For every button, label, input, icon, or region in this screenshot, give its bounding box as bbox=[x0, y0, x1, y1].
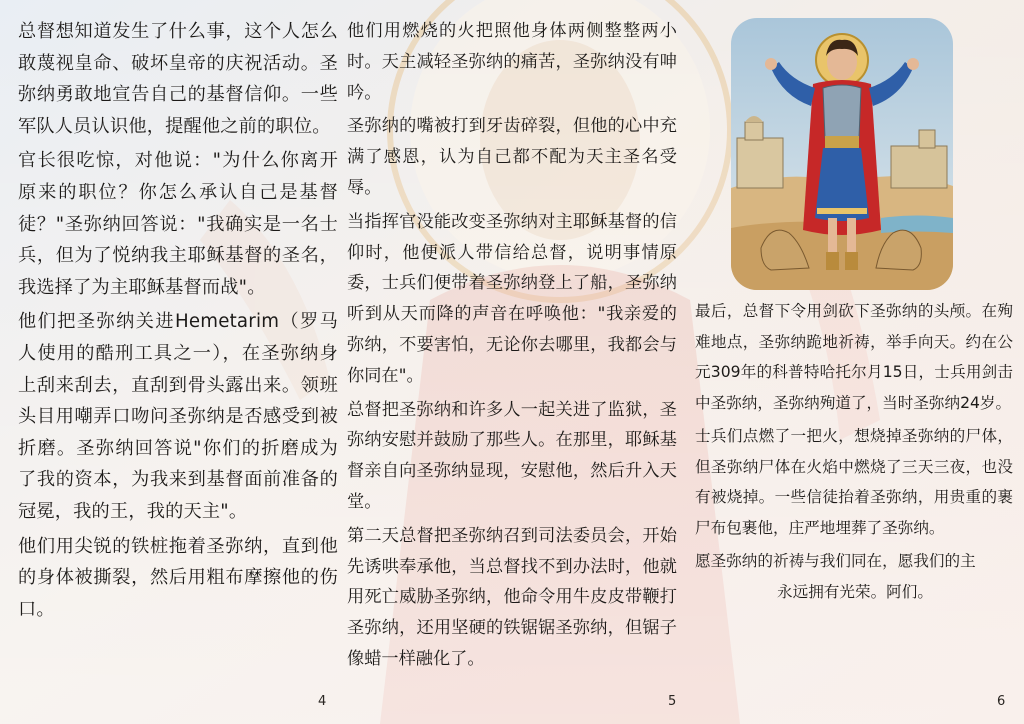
paragraph: 总督把圣弥纳和许多人一起关进了监狱，圣弥纳安慰并鼓励了那些人。在那里，耶稣基督亲自向圣弥纳显现，安慰他，然后升入天堂。 bbox=[347, 399, 677, 512]
saint-mina-icon-image bbox=[731, 18, 953, 290]
paragraph: 他们把圣弥纳关进Hemetarim（罗马人使用的酷刑工具之一），在圣弥纳身上刮来刮去，直刮到骨头露出来。领班头目用嘲弄口吻问圣弥纳是否感受到被折磨。圣弥纳回答说"你们的折磨成为了我的资本，为我来到基督面前准备的冠冕，我的王，我的天主"。 bbox=[18, 311, 338, 522]
paragraph: 圣弥纳的嘴被打到牙齿碎裂，但他的心中充满了感恩，认为自己都不配为天主圣名受辱。 bbox=[347, 116, 677, 198]
paragraph: 当指挥官没能改变圣弥纳对主耶稣基督的信仰时，他便派人带信给总督，说明事情原委，士兵们便带着圣弥纳登上了船，圣弥纳听到从天而降的声音在呼唤他："我亲爱的弥纳，不要害怕，无论你去哪里，我都会与你同在"。 bbox=[347, 211, 677, 386]
closing-line-1: 愿圣弥纳的祈祷与我们同在，愿我们的主 bbox=[695, 552, 976, 570]
closing-line-2: 永远拥有光荣。阿们。 bbox=[777, 582, 933, 601]
page-5-text bbox=[347, 16, 677, 678]
paragraph: 士兵们点燃了一把火，想烧掉圣弥纳的尸体，但圣弥纳尸体在火焰中燃烧了三天三夜，也没有被烧掉。一些信徒抬着圣弥纳，用贵重的裹尸布包裹他，庄严地埋葬了圣弥纳。 bbox=[695, 427, 1013, 537]
paragraph: 最后，总督下令用剑砍下圣弥纳的头颅。在殉难地点，圣弥纳跪地祈祷，举手向天。约在公元309年的科普特哈托尔月15日，士兵用剑击中圣弥纳，圣弥纳殉道了，当时圣弥纳24岁。 bbox=[695, 302, 1013, 412]
page-4-text bbox=[18, 16, 338, 628]
page-6-text bbox=[695, 296, 1013, 610]
paragraph: 他们用尖锐的铁桩拖着圣弥纳，直到他的身体被撕裂，然后用粗布摩擦他的伤口。 bbox=[18, 535, 338, 620]
page-number-5: 5 bbox=[668, 694, 677, 709]
page-number-4: 4 bbox=[318, 694, 327, 709]
page-number-6: 6 bbox=[997, 694, 1006, 709]
paragraph: 他们用燃烧的火把照他身体两侧整整两小时。天主减轻圣弥纳的痛苦，圣弥纳没有呻吟。 bbox=[347, 21, 677, 103]
paragraph: 总督想知道发生了什么事，这个人怎么敢蔑视皇命、破坏皇帝的庆祝活动。圣弥纳勇敢地宣告自己的基督信仰。一些军队人员认识他，提醒他之前的职位。 bbox=[18, 21, 338, 137]
paragraph: 第二天总督把圣弥纳召到司法委员会，开始先诱哄奉承他，当总督找不到办法时，他就用死亡威胁圣弥纳，他命令用牛皮皮带鞭打圣弥纳，还用坚硬的铁锯锯圣弥纳，但锯子像蜡一样融化了。 bbox=[347, 525, 677, 669]
saint-icon-illustration bbox=[731, 18, 953, 290]
closing-prayer bbox=[695, 546, 1013, 607]
paragraph: 官长很吃惊，对他说："为什么你离开原来的职位？你怎么承认自己是基督徒？"圣弥纳回答说："我确实是一名士兵，但为了悦纳我主耶稣基督的圣名，我选择了为主耶稣基督而战"。 bbox=[18, 150, 338, 298]
